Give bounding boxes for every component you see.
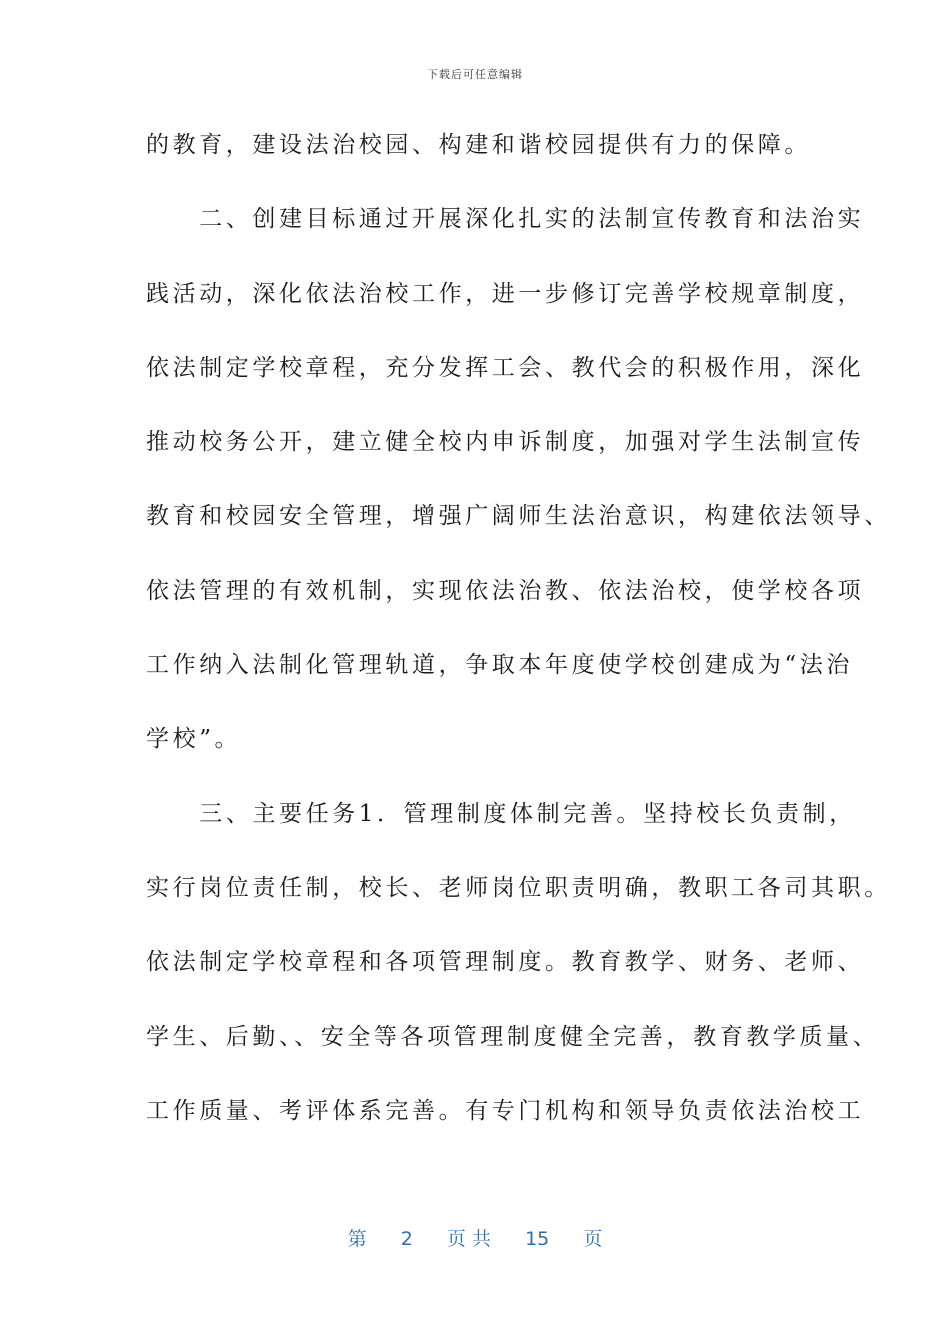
text-line: 工作质量、考评体系完善。有专门机构和领导负责依法治校工 [146,1097,865,1124]
page-footer [0,1224,950,1251]
text-line: 推动校务公开，建立健全校内申诉制度，加强对学生法制宣传 [146,429,865,456]
text-line: 教育和校园安全管理，增强广阔师生法治意识，构建依法领导、 [146,503,891,530]
text-line: 实行岗位责任制，校长、老师岗位职责明确，教职工各司其职。 [146,874,891,901]
text-line: 工作纳入法制化管理轨道，争取本年度使学校创建成为“法治 [146,652,853,679]
text-line: 依法制定学校章程，充分发挥工会、教代会的积极作用，深化 [146,354,865,381]
text-line: 依法管理的有效机制，实现依法治教、依法治校，使学校各项 [146,577,865,604]
text-line: 三、主要任务1．管理制度体制完善。坚持校长负责制， [146,800,856,827]
total-pages-number: 15 [525,1228,550,1250]
document-body [146,122,891,1162]
current-page-number: 2 [400,1228,413,1250]
footer-prefix: 第 [347,1228,367,1250]
text-line: 的教育，建设法治校园、构建和谐校园提供有力的保障。 [146,132,811,158]
text-line: 二、创建目标通过开展深化扎实的法制宣传教育和法治实 [146,206,865,233]
text-line: 学生、后勤、、安全等各项管理制度健全完善，教育教学质量、 [146,1023,880,1050]
footer-suffix: 页 [583,1228,603,1250]
text-line: 学校”。 [146,726,242,753]
footer-middle: 页 共 [446,1228,491,1250]
header-note: 下载后可任意编辑 [427,68,523,81]
text-line: 践活动，深化依法治校工作，进一步修订完善学校规章制度， [146,280,865,307]
text-line: 依法制定学校章程和各项管理制度。教育教学、财务、老师、 [146,949,865,976]
